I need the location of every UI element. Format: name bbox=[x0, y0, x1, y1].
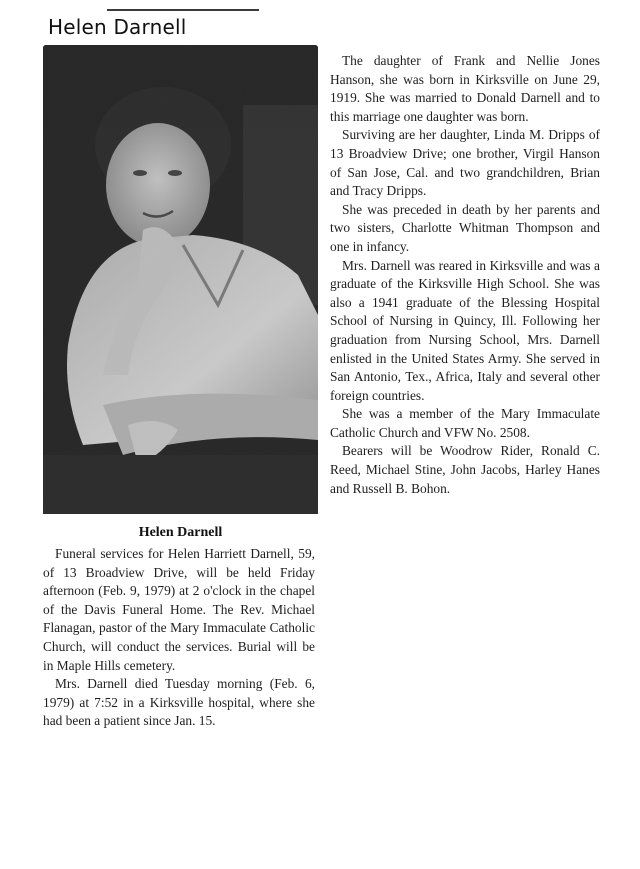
paragraph-memberships: She was a member of the Mary Immaculate Catholic Church and VFW No. 2508. bbox=[330, 406, 600, 440]
photo-caption: Helen Darnell bbox=[138, 525, 223, 540]
paragraph-survivors: Surviving are her daughter, Linda M. Dripps of 13 Broadview Drive; one brother, Virgil Hanson of San Jose, Cal. and two grandchildren, Brian and Tracy Dripps. bbox=[330, 127, 600, 199]
right-column bbox=[330, 52, 600, 498]
paragraph-funeral-services: Funeral services for Helen Harriett Darnell, 59, of 13 Broadview Drive, will be held Friday afternoon (Feb. 9, 1979) at 2 o'clock in the chapel of the Davis Funeral Home. The Rev. Michael Flanagan, pastor of the Mary Immaculate Catholic Church, will conduct the services. Burial will be in Maple Hills cemetery. bbox=[43, 546, 315, 673]
top-rule-divider bbox=[107, 9, 259, 11]
left-column bbox=[43, 545, 315, 731]
paragraph-preceded: She was preceded in death by her parents and two sisters, Charlotte Whitman Thompson and one in infancy. bbox=[330, 201, 600, 254]
paragraph-death-details: Mrs. Darnell died Tuesday morning (Feb. 6, 1979) at 7:52 in a Kirksville hospital, where she had been a patient since Jan. 15. bbox=[43, 676, 315, 729]
paragraph-birth: The daughter of Frank and Nellie Jones Hanson, she was born in Kirksville on June 29, 1919. She was married to Donald Darnell and to this marriage one daughter was born. bbox=[330, 53, 600, 124]
paragraph-bearers: Bearers will be Woodrow Rider, Ronald C. Reed, Michael Stine, John Jacobs, Harley Hanes and Russell B. Bohon. bbox=[330, 443, 600, 496]
paragraph-biography: Mrs. Darnell was reared in Kirksville and was a graduate of the Kirksville High School. She was also a 1941 graduate of the Blessing Hospital School of Nursing in Quincy, Ill. Following her graduation from Nursing School, Mrs. Darnell enlisted in the United States Army. She served in San Antonio, Tex., Africa, Italy and several other foreign countries. bbox=[330, 257, 600, 403]
portrait-photo bbox=[43, 45, 318, 514]
obituary-headline: Helen Darnell bbox=[48, 15, 187, 39]
portrait-image-icon bbox=[43, 45, 318, 514]
